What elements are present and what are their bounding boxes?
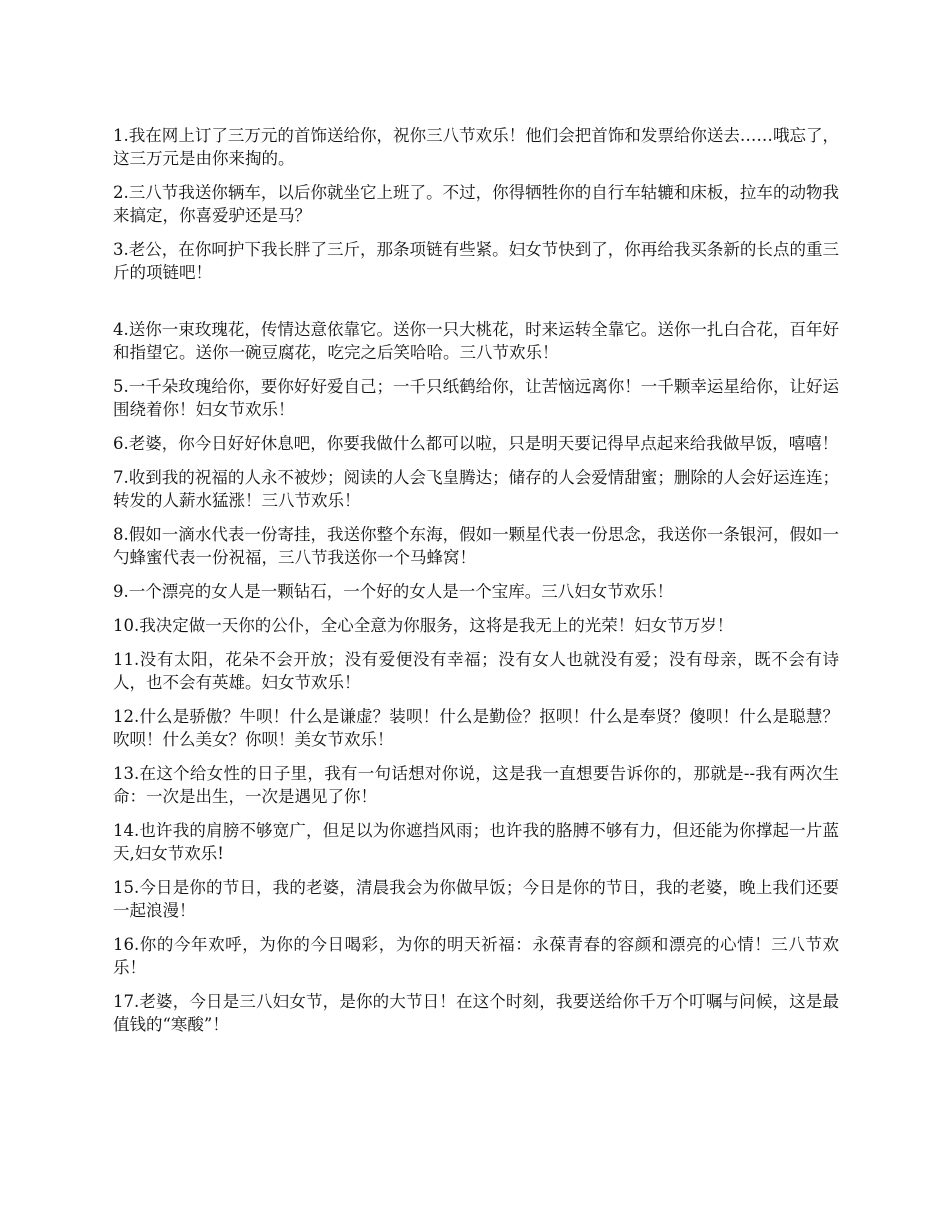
paragraph-17: 17.老婆，今日是三八妇女节，是你的大节日！在这个时刻，我要送给你千万个叮嘱与问候，这是最值钱的“寒酸”！ bbox=[113, 992, 839, 1034]
paragraph-13: 13.在这个给女性的日子里，我有一句话想对你说，这是我一直想要告诉你的，那就是--我有两次生命：一次是出生，一次是遇见了你！ bbox=[113, 764, 839, 806]
paragraph-10: 10.我决定做一天你的公仆，全心全意为你服务，这将是我无上的光荣！妇女节万岁！ bbox=[113, 616, 734, 635]
paragraph-11: 11.没有太阳，花朵不会开放；没有爱便没有幸福；没有女人也就没有爱；没有母亲，既不会有诗人，也不会有英雄。妇女节欢乐！ bbox=[113, 650, 839, 692]
paragraph-15: 15.今日是你的节日，我的老婆，清晨我会为你做早饭；今日是你的节日，我的老婆，晚上我们还要一起浪漫！ bbox=[113, 878, 839, 920]
paragraph-7: 7.收到我的祝福的人永不被炒；阅读的人会飞皇腾达；储存的人会爱情甜蜜；删除的人会好运连连；转发的人薪水猛涨！三八节欢乐！ bbox=[113, 468, 839, 510]
document-body bbox=[113, 124, 839, 1036]
paragraph-8: 8.假如一滴水代表一份寄挂，我送你整个东海，假如一颗星代表一份思念，我送你一条银河，假如一勺蜂蜜代表一份祝福，三八节我送你一个马蜂窝！ bbox=[113, 525, 839, 567]
paragraph-2: 2.三八节我送你辆车，以后你就坐它上班了。不过，你得牺牲你的自行车轱辘和床板，拉车的动物我来搞定，你喜爱驴还是马？ bbox=[113, 183, 839, 225]
paragraph-9: 9.一个漂亮的女人是一颗钻石，一个好的女人是一个宝库。三八妇女节欢乐！ bbox=[113, 582, 674, 601]
paragraph-6: 6.老婆，你今日好好休息吧，你要我做什么都可以啦，只是明天要记得早点起来给我做早饭，嘻嘻！ bbox=[113, 434, 839, 453]
paragraph-3: 3.老公，在你呵护下我长胖了三斤，那条项链有些紧。妇女节快到了，你再给我买条新的长点的重三斤的项链吧！ bbox=[113, 240, 839, 282]
paragraph-4: 4.送你一束玫瑰花，传情达意依靠它。送你一只大桃花，时来运转全靠它。送你一扎白合花，百年好和指望它。送你一碗豆腐花，吃完之后笑哈哈。三八节欢乐！ bbox=[113, 320, 839, 362]
paragraph-14: 14.也许我的肩膀不够宽广，但足以为你遮挡风雨；也许我的胳膊不够有力，但还能为你撑起一片蓝天,妇女节欢乐! bbox=[113, 821, 839, 863]
paragraph-16: 16.你的今年欢呼，为你的今日喝彩，为你的明天祈福：永葆青春的容颜和漂亮的心情！三八节欢乐！ bbox=[113, 935, 839, 977]
paragraph-5: 5.一千朵玫瑰给你，要你好好爱自己；一千只纸鹤给你，让苦恼远离你！一千颗幸运星给你，让好运围绕着你！妇女节欢乐！ bbox=[113, 377, 839, 419]
paragraph-1: 1.我在网上订了三万元的首饰送给你，祝你三八节欢乐！他们会把首饰和发票给你送去……哦忘了，这三万元是由你来掏的。 bbox=[113, 126, 839, 168]
paragraph-12: 12.什么是骄傲？牛呗！什么是谦虚？装呗！什么是勤俭？抠呗！什么是奉贤？傻呗！什么是聪慧？吹呗！什么美女？你呗！美女节欢乐！ bbox=[113, 707, 839, 749]
